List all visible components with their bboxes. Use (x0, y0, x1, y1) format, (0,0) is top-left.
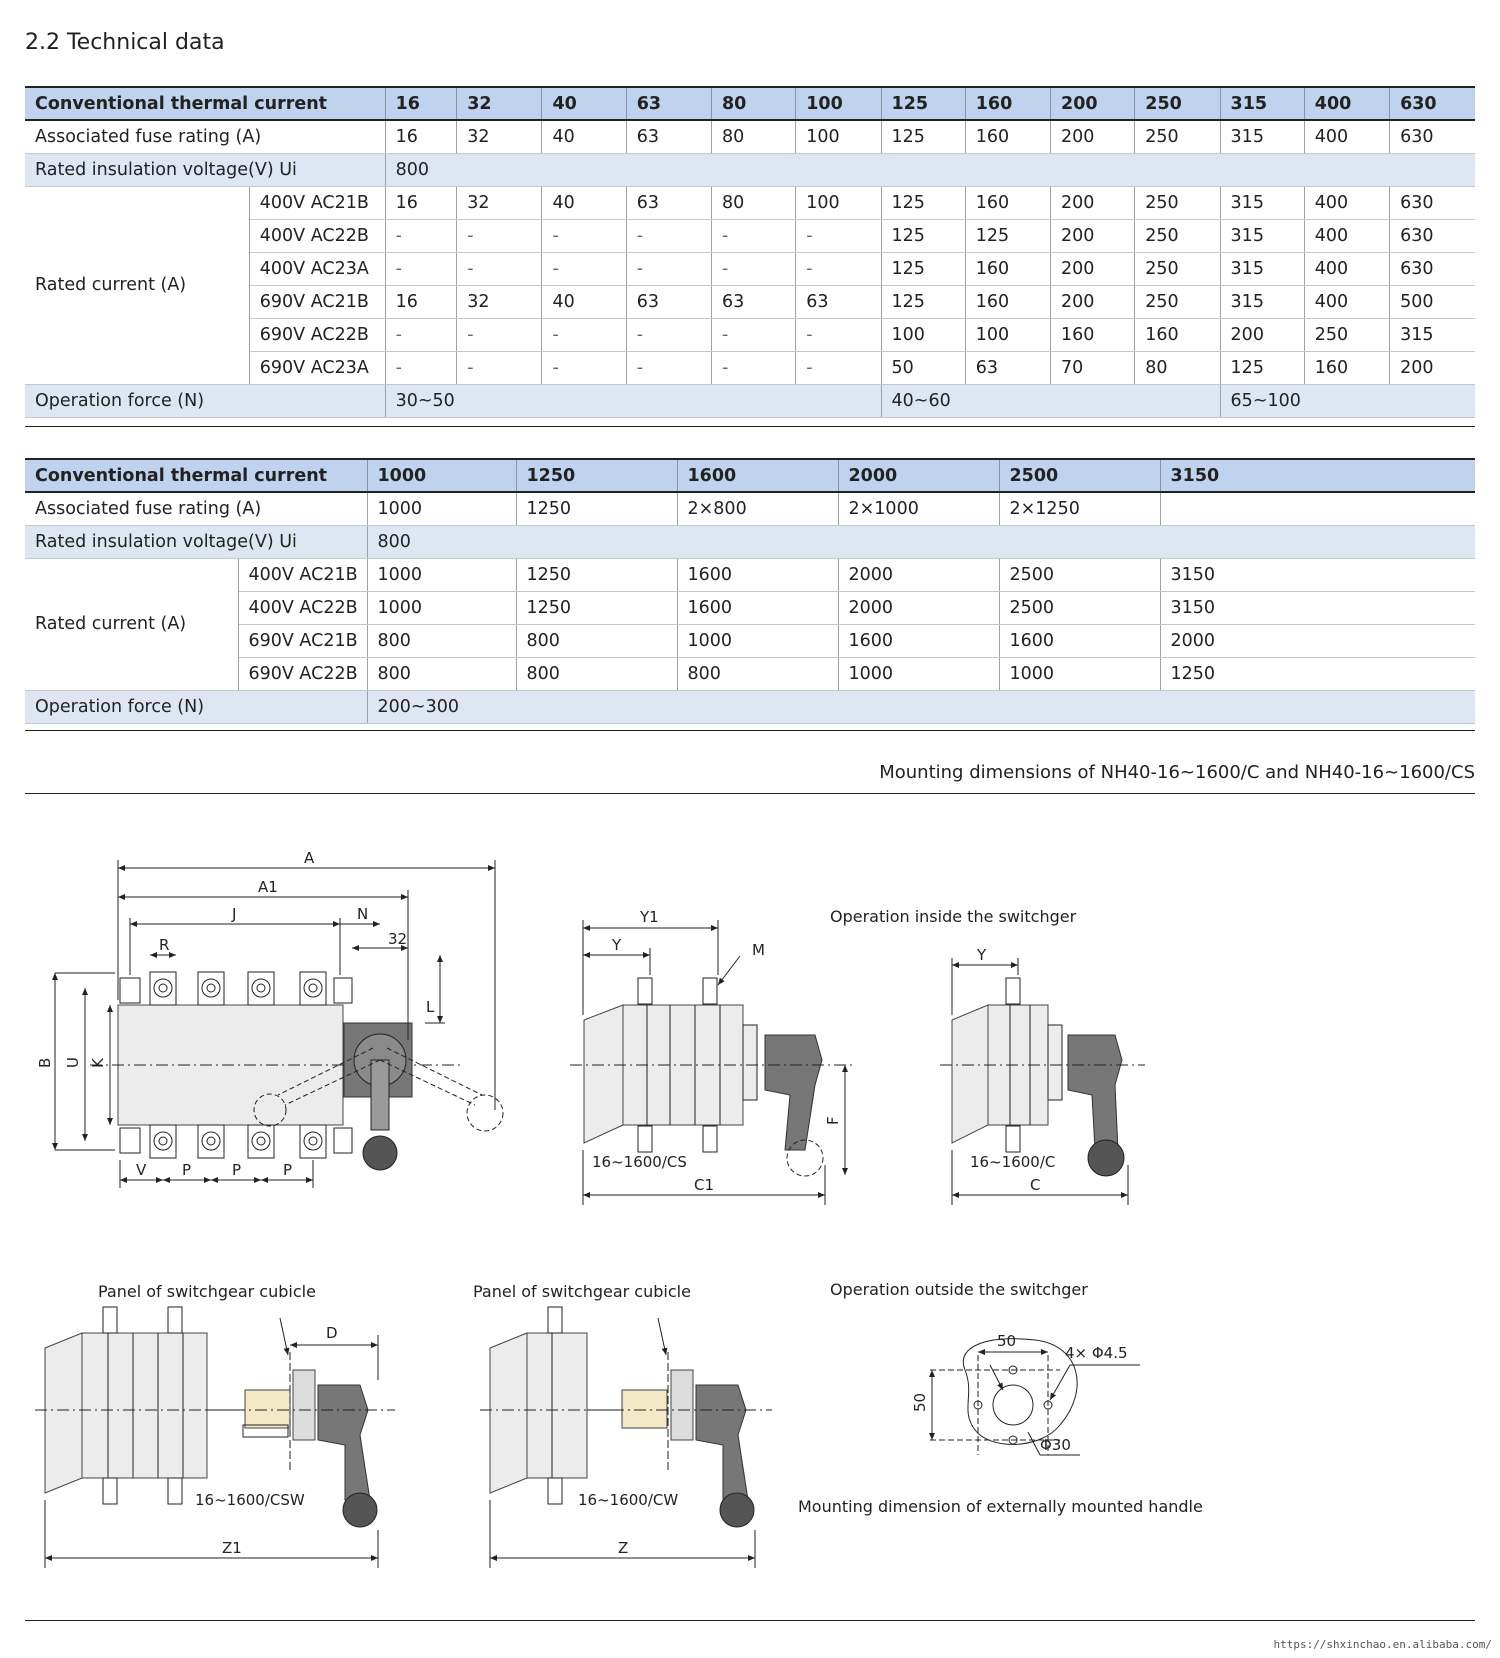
rated-current-cell: 200 (1220, 318, 1304, 351)
handle-height-label: 50 (911, 1392, 929, 1412)
rated-current-cell: 1250 (516, 591, 677, 624)
rated-current-cell: 160 (965, 285, 1050, 318)
dim-Z-label: Z (618, 1539, 629, 1557)
header-cell: 160 (965, 87, 1050, 120)
rated-current-cell: 200 (1051, 285, 1135, 318)
rated-current-cell: 160 (965, 186, 1050, 219)
front-view-drawing (55, 860, 503, 1188)
header-cell: 200 (1051, 87, 1135, 120)
rated-current-cell: 2500 (999, 558, 1160, 591)
rated-current-cell: 800 (516, 624, 677, 657)
handle-holes-label: 4× Φ4.5 (1065, 1344, 1128, 1362)
rated-current-cell: - (457, 219, 542, 252)
rated-current-cell: 200 (1051, 186, 1135, 219)
dim-R-label: R (159, 936, 170, 954)
rated-current-cell: 1600 (838, 624, 999, 657)
dim-L-label: L (426, 998, 435, 1016)
header-cell: 2000 (838, 459, 999, 492)
rated-current-cell: 250 (1135, 285, 1220, 318)
csw-side-view-drawing (35, 1307, 395, 1568)
rated-current-cell: - (712, 219, 796, 252)
header-cell: 2500 (999, 459, 1160, 492)
rated-current-cell: 400 (1304, 186, 1389, 219)
header-cell: 1000 (367, 459, 516, 492)
rated-current-cell: - (542, 318, 626, 351)
rated-current-cell: 500 (1390, 285, 1475, 318)
category-label: 400V AC23A (249, 252, 385, 285)
rated-current-cell: - (542, 351, 626, 384)
header-cell: 400 (1304, 87, 1389, 120)
rated-current-cell: 63 (712, 285, 796, 318)
operation-force-cell: 40~60 (881, 384, 1220, 417)
category-label: 400V AC21B (238, 558, 367, 591)
rated-current-cell: 160 (1304, 351, 1389, 384)
header-cell: 250 (1135, 87, 1220, 120)
dim-Y1-label: Y1 (640, 908, 659, 926)
rated-current-cell: 1600 (677, 558, 838, 591)
rated-current-cell: 1600 (999, 624, 1160, 657)
insulation-value: 800 (385, 153, 1475, 186)
category-label: 690V AC21B (238, 624, 367, 657)
rated-current-cell: 250 (1135, 186, 1220, 219)
operation-force-cell: 65~100 (1220, 384, 1475, 417)
rated-current-cell: - (385, 219, 457, 252)
rated-current-cell: 1250 (516, 558, 677, 591)
dim-J-label: J (232, 905, 237, 923)
fuse-cell: 315 (1220, 120, 1304, 153)
rated-current-cell: - (712, 252, 796, 285)
rated-current-cell: 1250 (1160, 657, 1475, 690)
rated-current-cell: - (542, 252, 626, 285)
fuse-cell: 16 (385, 120, 457, 153)
rated-current-cell: 2500 (999, 591, 1160, 624)
rated-current-cell: 1600 (677, 591, 838, 624)
section-title: 2.2 Technical data (25, 30, 225, 55)
fuse-cell: 40 (542, 120, 626, 153)
rated-current-cell: 250 (1304, 318, 1389, 351)
dim-M-label: M (752, 941, 765, 959)
rated-current-cell: - (626, 219, 711, 252)
rated-current-cell: - (712, 318, 796, 351)
rated-current-cell: 630 (1390, 252, 1475, 285)
mounting-title: Mounting dimensions of NH40-16~1600/C and NH40-16~1600/CS (879, 762, 1475, 783)
fuse-cell: 200 (1051, 120, 1135, 153)
fuse-cell: 250 (1135, 120, 1220, 153)
fuse-cell: 32 (457, 120, 542, 153)
panel-label-cw: Panel of switchgear cubicle (473, 1282, 691, 1301)
rated-current-cell: 400 (1304, 219, 1389, 252)
dim-U-label: U (64, 1057, 82, 1068)
rated-current-cell: 3150 (1160, 591, 1475, 624)
rated-current-cell: 70 (1051, 351, 1135, 384)
dim-N-label: N (357, 905, 369, 923)
rated-current-cell: 630 (1390, 186, 1475, 219)
model-c-label: 16~1600/C (970, 1153, 1056, 1171)
rated-current-cell: - (457, 351, 542, 384)
rated-current-cell: 400 (1304, 252, 1389, 285)
rated-current-cell: 40 (542, 186, 626, 219)
category-label: 400V AC22B (238, 591, 367, 624)
rated-current-label: Rated current (A) (25, 186, 249, 384)
rated-current-cell: 32 (457, 285, 542, 318)
rated-current-cell: 315 (1220, 285, 1304, 318)
dim-K-label: K (89, 1058, 107, 1068)
rated-current-cell: 1000 (999, 657, 1160, 690)
fuse-cell: 2×800 (677, 492, 838, 525)
rated-current-cell: 1000 (838, 657, 999, 690)
rated-current-cell: 800 (677, 657, 838, 690)
insulation-label: Rated insulation voltage(V) Ui (25, 153, 385, 186)
operation-inside-label: Operation inside the switchger (830, 907, 1077, 926)
fuse-cell: 100 (796, 120, 881, 153)
header-cell: 16 (385, 87, 457, 120)
rated-current-cell: - (712, 351, 796, 384)
rated-current-cell: 2000 (838, 558, 999, 591)
category-label: 690V AC22B (238, 657, 367, 690)
rated-current-cell: 250 (1135, 252, 1220, 285)
model-cw-label: 16~1600/CW (578, 1491, 679, 1509)
dim-A1-label: A1 (258, 878, 278, 896)
rated-current-cell: 16 (385, 186, 457, 219)
fuse-cell: 2×1250 (999, 492, 1160, 525)
rated-current-cell: 63 (796, 285, 881, 318)
category-label: 400V AC22B (249, 219, 385, 252)
rated-current-cell: - (626, 318, 711, 351)
header-label: Conventional thermal current (25, 459, 367, 492)
rated-current-cell: 125 (881, 186, 965, 219)
rated-current-cell: 800 (367, 624, 516, 657)
fuse-cell: 2×1000 (838, 492, 999, 525)
operation-force-label: Operation force (N) (25, 384, 385, 417)
fuse-label: Associated fuse rating (A) (25, 492, 367, 525)
rated-current-cell: 125 (1220, 351, 1304, 384)
dim-V-label: V (136, 1161, 147, 1179)
rated-current-cell: - (385, 351, 457, 384)
header-cell: 63 (626, 87, 711, 120)
rated-current-cell: 160 (1051, 318, 1135, 351)
rated-current-cell: 160 (965, 252, 1050, 285)
dim-B-label: B (36, 1057, 54, 1068)
handle-caption: Mounting dimension of externally mounted handle (798, 1497, 1203, 1516)
operation-force-label: Operation force (N) (25, 690, 367, 723)
rated-current-cell: - (796, 252, 881, 285)
fuse-cell: 80 (712, 120, 796, 153)
header-cell: 125 (881, 87, 965, 120)
fuse-cell: 400 (1304, 120, 1389, 153)
category-label: 690V AC23A (249, 351, 385, 384)
footer-rule (25, 1620, 1475, 1621)
rated-current-cell: 63 (626, 186, 711, 219)
rated-current-cell: - (457, 318, 542, 351)
rated-current-cell: 315 (1220, 219, 1304, 252)
rated-current-cell: - (626, 252, 711, 285)
rated-current-cell: 315 (1220, 252, 1304, 285)
rated-current-cell: 2000 (1160, 624, 1475, 657)
rated-current-cell: 200 (1390, 351, 1475, 384)
rated-current-cell: 200 (1051, 219, 1135, 252)
fuse-label: Associated fuse rating (A) (25, 120, 385, 153)
dim-C-label: C (1030, 1176, 1041, 1194)
dim-P-label-2: P (232, 1161, 242, 1179)
rated-current-cell: 3150 (1160, 558, 1475, 591)
rated-current-cell: 80 (712, 186, 796, 219)
fuse-cell: 630 (1390, 120, 1475, 153)
rated-current-cell: 250 (1135, 219, 1220, 252)
operation-outside-label: Operation outside the switchger (830, 1280, 1088, 1299)
rated-current-cell: 315 (1390, 318, 1475, 351)
rated-current-cell: 32 (457, 186, 542, 219)
header-label: Conventional thermal current (25, 87, 385, 120)
rated-current-cell: - (796, 351, 881, 384)
rated-current-cell: 125 (881, 252, 965, 285)
rated-current-cell: 63 (626, 285, 711, 318)
rated-current-cell: 100 (881, 318, 965, 351)
panel-label-csw: Panel of switchgear cubicle (98, 1282, 316, 1301)
dim-A-label: A (304, 849, 315, 867)
fuse-cell: 63 (626, 120, 711, 153)
fuse-cell: 125 (881, 120, 965, 153)
handle-width-label: 50 (997, 1332, 1017, 1350)
rated-current-cell: - (385, 252, 457, 285)
dim-P-label-3: P (283, 1161, 293, 1179)
rated-current-cell: - (542, 219, 626, 252)
handle-diameter-label: Φ30 (1040, 1436, 1071, 1454)
operation-force-cell: 200~300 (367, 690, 1475, 723)
rated-current-cell: 630 (1390, 219, 1475, 252)
rated-current-cell: - (457, 252, 542, 285)
header-cell: 1250 (516, 459, 677, 492)
dim-Y-label-c: Y (977, 946, 987, 964)
rated-current-cell: - (796, 219, 881, 252)
rated-current-cell: 16 (385, 285, 457, 318)
header-cell: 315 (1220, 87, 1304, 120)
rated-current-cell: 125 (881, 285, 965, 318)
header-cell: 1600 (677, 459, 838, 492)
dim-P-label-1: P (182, 1161, 192, 1179)
rated-current-cell: 40 (542, 285, 626, 318)
rated-current-cell: 200 (1051, 252, 1135, 285)
header-cell: 3150 (1160, 459, 1475, 492)
rated-current-cell: 800 (367, 657, 516, 690)
source-url: https://shxinchao.en.alibaba.com/ (1273, 1638, 1492, 1651)
header-cell: 630 (1390, 87, 1475, 120)
insulation-label: Rated insulation voltage(V) Ui (25, 525, 367, 558)
header-cell: 100 (796, 87, 881, 120)
rated-current-cell: 400 (1304, 285, 1389, 318)
model-cs-label: 16~1600/CS (592, 1153, 687, 1171)
dim-C1-label: C1 (694, 1176, 715, 1194)
fuse-cell: 160 (965, 120, 1050, 153)
rated-current-label: Rated current (A) (25, 558, 238, 690)
rated-current-cell: 125 (965, 219, 1050, 252)
rated-current-cell: 1000 (367, 591, 516, 624)
dim-F-label: F (824, 1116, 842, 1125)
rated-current-cell: 50 (881, 351, 965, 384)
rated-current-cell: 63 (965, 351, 1050, 384)
fuse-cell: 1250 (516, 492, 677, 525)
rated-current-cell: - (385, 318, 457, 351)
fuse-cell: 1000 (367, 492, 516, 525)
dim-Y-label-cs: Y (612, 936, 622, 954)
operation-force-cell: 30~50 (385, 384, 881, 417)
header-cell: 40 (542, 87, 626, 120)
rated-current-cell: - (626, 351, 711, 384)
rated-current-cell: - (796, 318, 881, 351)
rated-current-cell: 1000 (367, 558, 516, 591)
dim-32-label: 32 (388, 930, 408, 948)
rated-current-cell: 800 (516, 657, 677, 690)
rated-current-cell: 315 (1220, 186, 1304, 219)
header-cell: 80 (712, 87, 796, 120)
insulation-value: 800 (367, 525, 1475, 558)
rated-current-cell: 100 (965, 318, 1050, 351)
rated-current-cell: 125 (881, 219, 965, 252)
rated-current-cell: 2000 (838, 591, 999, 624)
category-label: 690V AC21B (249, 285, 385, 318)
header-cell: 32 (457, 87, 542, 120)
dim-Z1-label: Z1 (222, 1539, 242, 1557)
category-label: 400V AC21B (249, 186, 385, 219)
rated-current-cell: 1000 (677, 624, 838, 657)
dim-D-label: D (326, 1324, 338, 1342)
cw-side-view-drawing (480, 1307, 772, 1568)
rated-current-cell: 100 (796, 186, 881, 219)
rated-current-cell: 160 (1135, 318, 1220, 351)
model-csw-label: 16~1600/CSW (195, 1491, 305, 1509)
rated-current-cell: 80 (1135, 351, 1220, 384)
category-label: 690V AC22B (249, 318, 385, 351)
